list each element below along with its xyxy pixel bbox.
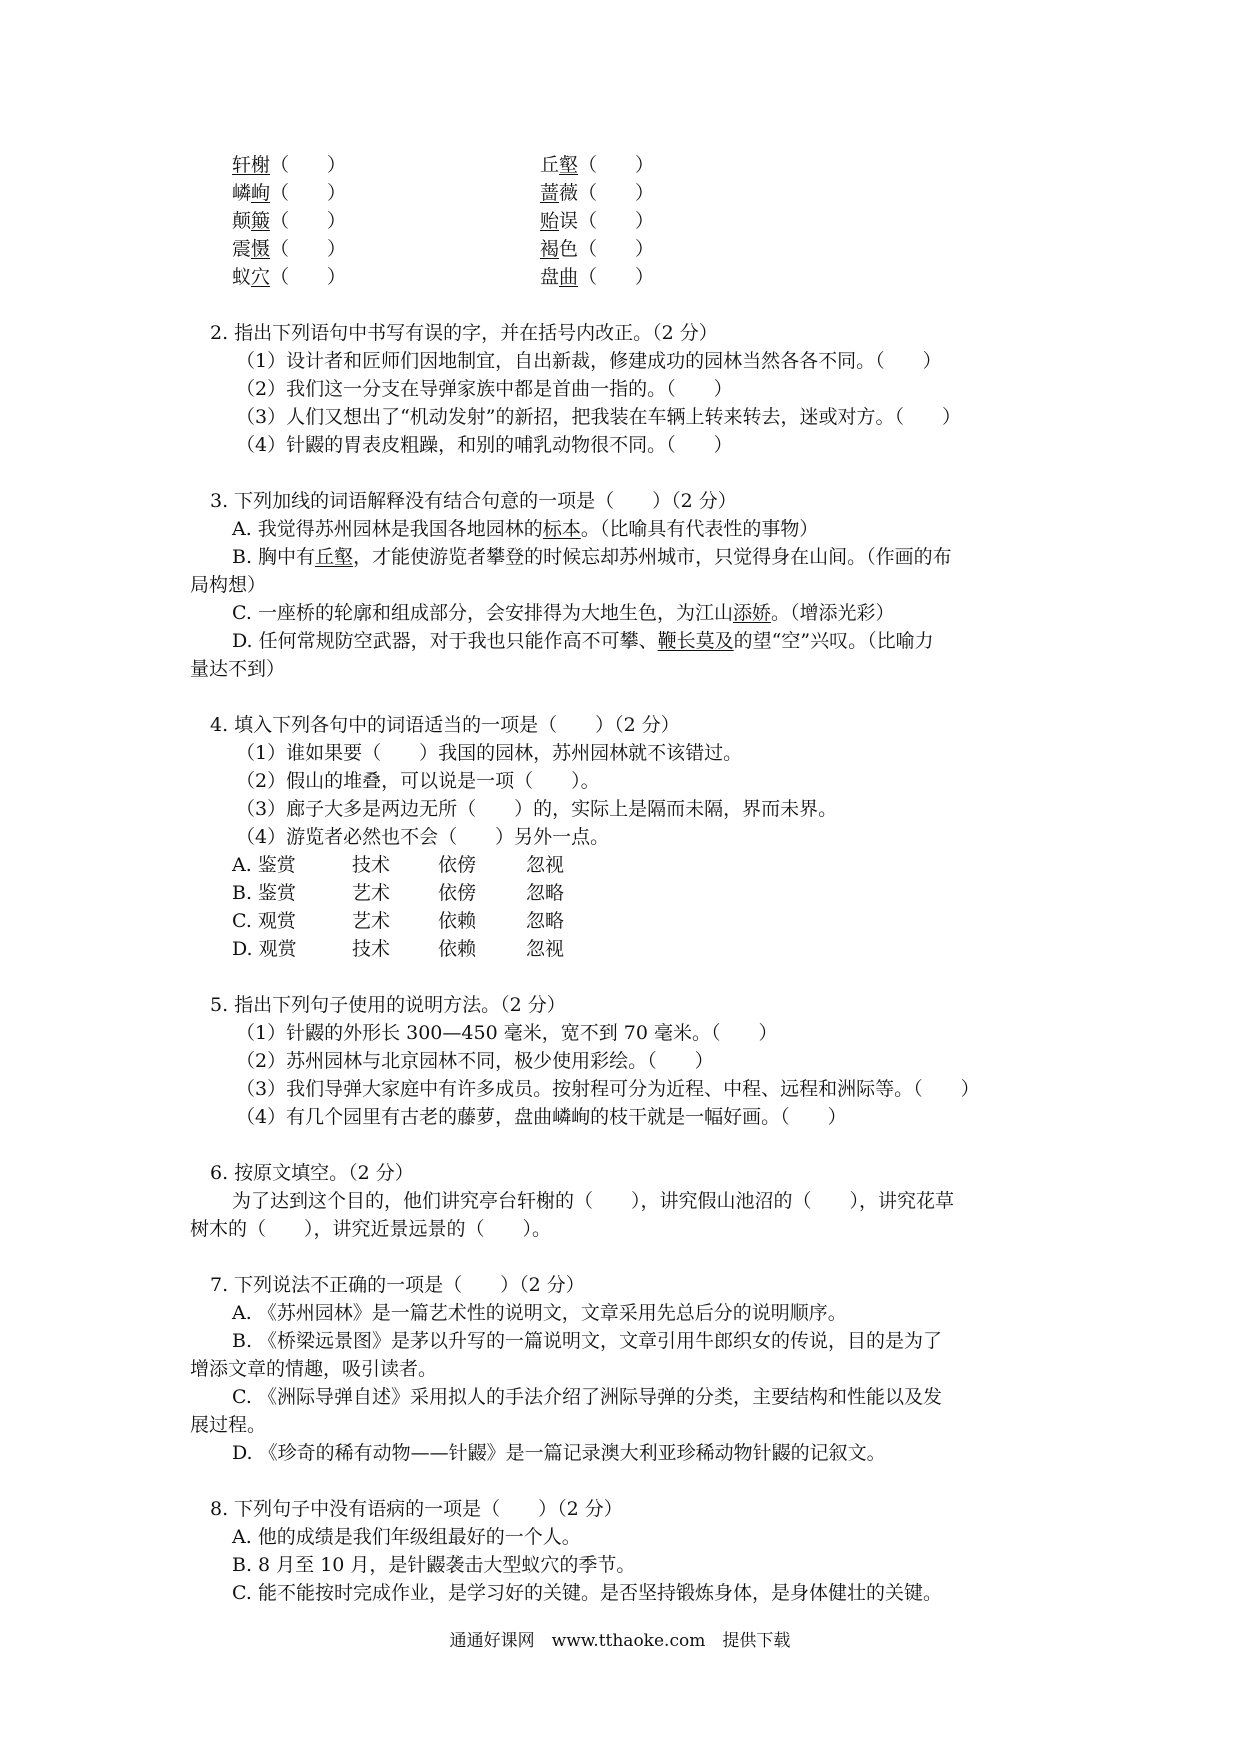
q7-option-d: D. 《珍奇的稀有动物——针鼹》是一篇记录澳大利亚珍稀动物针鼹的记叙文。 <box>232 1442 886 1464</box>
q6-line-1: 为了达到这个目的，他们讲究亭台轩榭的（ ），讲究假山池沼的（ ），讲究花草 <box>232 1190 955 1212</box>
page-footer: 通通好课网 www.tthaoke.com 提供下载 <box>449 1631 791 1651</box>
q1-row-1-left: 轩榭（ ） <box>232 154 347 176</box>
q4-option-d-word-3: 依赖 <box>438 938 477 960</box>
q4-option-d-word-1: D. 观赏 <box>232 938 297 960</box>
q7-option-c: C. 《洲际导弹自述》采用拟人的手法介绍了洲际导弹的分类，主要结构和性能以及发 <box>232 1386 942 1408</box>
q7-option-b: B. 《桥梁远景图》是茅以升写的一篇说明文，文章引用牛郎织女的传说，目的是为了 <box>232 1330 943 1352</box>
q5-item-2: （2）苏州园林与北京园林不同，极少使用彩绘。（ ） <box>236 1050 714 1072</box>
q7-option-a: A. 《苏州园林》是一篇艺术性的说明文，文章采用先总后分的说明顺序。 <box>232 1302 847 1324</box>
q5-item-3: （3）我们导弹大家庭中有许多成员。按射程可分为近程、中程、远程和洲际等。（ ） <box>236 1078 980 1100</box>
q1-row-2-left: 嶙峋（ ） <box>232 182 347 204</box>
q4-option-b-word-2: 艺术 <box>352 882 391 904</box>
q1-row-4-left: 震慑（ ） <box>232 238 347 260</box>
q3-option-b-cont: 局构想） <box>190 574 267 596</box>
q2-stem: 2. 指出下列语句中书写有误的字，并在括号内改正。（2 分） <box>210 322 718 344</box>
q5-stem: 5. 指出下列句子使用的说明方法。（2 分） <box>210 994 566 1016</box>
q4-option-c-word-2: 艺术 <box>352 910 391 932</box>
q4-option-d-word-4: 忽视 <box>526 938 565 960</box>
q4-option-b-word-3: 依傍 <box>438 882 477 904</box>
q1-row-5-right: 盘曲（ ） <box>540 266 655 288</box>
q1-row-3-left: 颠簸（ ） <box>232 210 347 232</box>
q4-option-b-word-1: B. 鉴赏 <box>232 882 297 904</box>
q3-option-b: B. 胸中有丘壑，才能使游览者攀登的时候忘却苏州城市，只觉得身在山间。（作画的布 <box>232 546 952 568</box>
q8-option-c: C. 能不能按时完成作业，是学习好的关键。是否坚持锻炼身体，是身体健壮的关键。 <box>232 1582 942 1604</box>
q4-option-a-word-4: 忽视 <box>526 854 565 876</box>
q4-item-1: （1）谁如果要（ ）我国的园林，苏州园林就不该错过。 <box>236 742 743 764</box>
q1-row-3-right: 贻误（ ） <box>540 210 655 232</box>
q2-item-4: （4）针鼹的胃表皮粗躁，和别的哺乳动物很不同。（ ） <box>236 434 733 456</box>
q3-stem: 3. 下列加线的词语解释没有结合句意的一项是（ ）（2 分） <box>210 490 737 512</box>
q3-option-a: A. 我觉得苏州园林是我国各地园林的标本。（比喻具有代表性的事物） <box>232 518 819 540</box>
q4-item-2: （2）假山的堆叠，可以说是一项（ ）。 <box>236 770 600 792</box>
q3-option-d-cont: 量达不到） <box>190 658 286 680</box>
q4-option-d-word-2: 技术 <box>352 938 391 960</box>
q4-option-c-word-1: C. 观赏 <box>232 910 296 932</box>
q8-option-b: B. 8 月至 10 月，是针鼹袭击大型蚁穴的季节。 <box>232 1554 636 1576</box>
q3-option-d: D. 任何常规防空武器，对于我也只能作高不可攀、鞭长莫及的望“空”兴叹。（比喻力 <box>232 630 934 652</box>
q7-option-c-cont: 展过程。 <box>190 1414 267 1436</box>
q7-option-b-cont: 增添文章的情趣，吸引读者。 <box>190 1358 438 1380</box>
q1-row-2-right: 蔷薇（ ） <box>540 182 655 204</box>
q4-stem: 4. 填入下列各句中的词语适当的一项是（ ）（2 分） <box>210 714 680 736</box>
q8-stem: 8. 下列句子中没有语病的一项是（ ）（2 分） <box>210 1498 623 1520</box>
q7-stem: 7. 下列说法不正确的一项是（ ）（2 分） <box>210 1274 585 1296</box>
q4-item-3: （3）廊子大多是两边无所（ ）的，实际上是隔而未隔，界而未界。 <box>236 798 838 820</box>
q4-option-a-word-3: 依傍 <box>438 854 477 876</box>
q5-item-1: （1）针鼹的外形长 300—450 毫米，宽不到 70 毫米。（ ） <box>236 1022 778 1044</box>
q2-item-3: （3）人们又想出了“机动发射”的新招，把我装在车辆上转来转去，迷或对方。（ ） <box>236 406 962 428</box>
q8-option-a: A. 他的成绩是我们年级组最好的一个人。 <box>232 1526 581 1548</box>
q5-item-4: （4）有几个园里有古老的藤萝，盘曲嶙峋的枝干就是一幅好画。（ ） <box>236 1106 847 1128</box>
q4-option-c-word-4: 忽略 <box>526 910 565 932</box>
q4-option-a-word-2: 技术 <box>352 854 391 876</box>
q4-option-a-word-1: A. 鉴赏 <box>232 854 296 876</box>
q1-row-5-left: 蚁穴（ ） <box>232 266 347 288</box>
q3-option-c: C. 一座桥的轮廓和组成部分，会安排得为大地生色，为江山添娇。（增添光彩） <box>232 602 895 624</box>
q4-option-b-word-4: 忽略 <box>526 882 565 904</box>
q6-stem: 6. 按原文填空。（2 分） <box>210 1162 414 1184</box>
q2-item-2: （2）我们这一分支在导弹家族中都是首曲一指的。（ ） <box>236 378 733 400</box>
q4-item-4: （4）游览者必然也不会（ ）另外一点。 <box>236 826 610 848</box>
q4-option-c-word-3: 依赖 <box>438 910 477 932</box>
q1-row-4-right: 褐色（ ） <box>540 238 655 260</box>
q6-line-2: 树木的（ ），讲究近景远景的（ ）。 <box>190 1218 552 1240</box>
q1-row-1-right: 丘壑（ ） <box>540 154 655 176</box>
q2-item-1: （1）设计者和匠师们因地制宜，自出新裁，修建成功的园林当然各各不同。（ ） <box>236 350 942 372</box>
